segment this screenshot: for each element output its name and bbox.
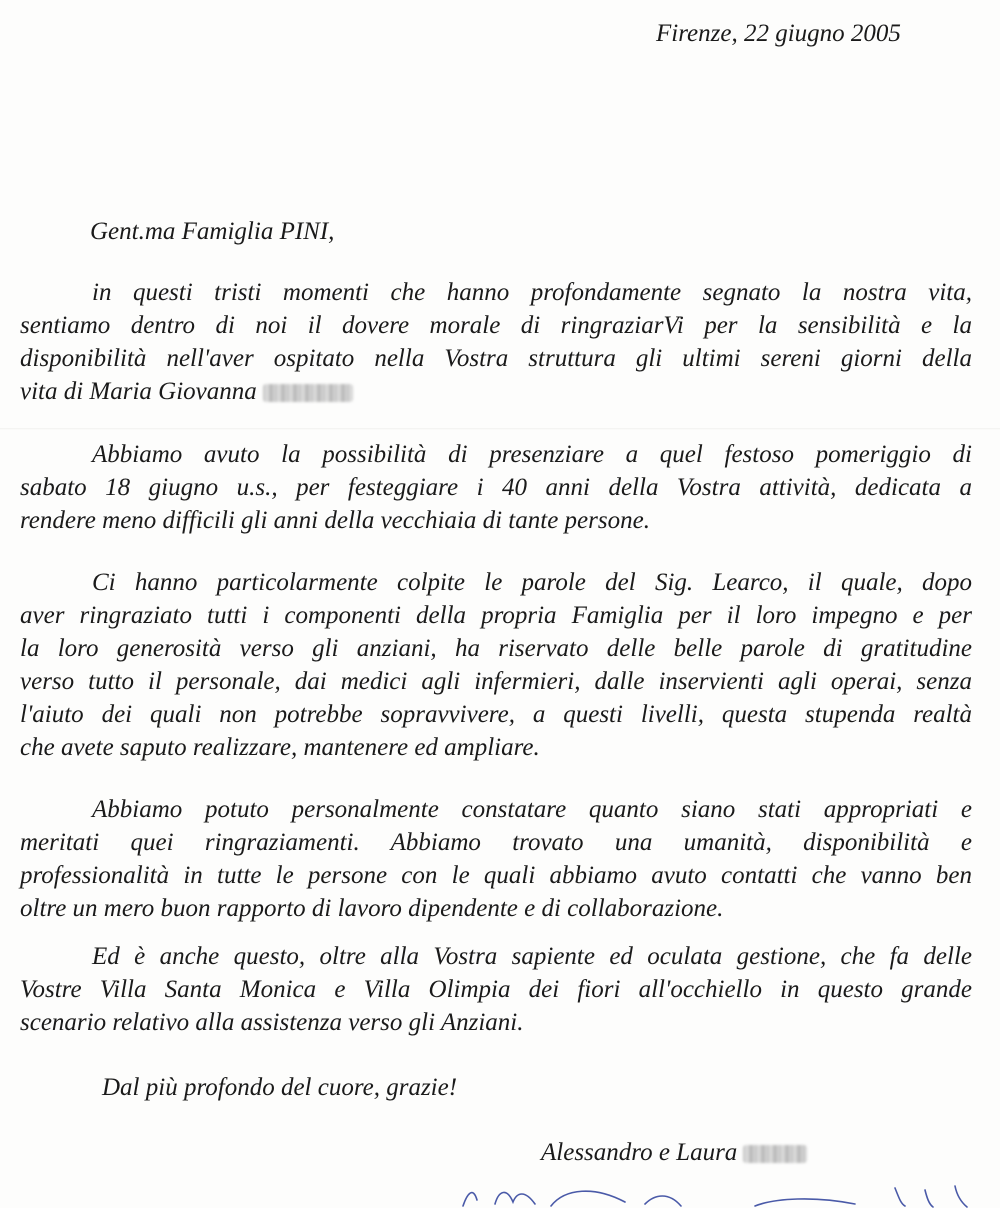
paragraph-5	[20, 940, 972, 1039]
paragraph-line: l'aiuto dei quali non potrebbe sopravvivere, a questi livelli, questa stupenda realtà	[20, 701, 972, 728]
paragraph-line: rendere meno difficili gli anni della vecchiaia di tante persone.	[20, 507, 650, 534]
redacted-surname	[743, 1145, 807, 1163]
paragraph-line: in questi tristi momenti che hanno profondamente segnato la nostra vita,	[92, 279, 972, 306]
paragraph-3	[20, 566, 972, 764]
paragraph-2	[20, 438, 972, 537]
signature-line	[541, 1139, 807, 1167]
redacted-surname	[263, 384, 353, 402]
paragraph-line: scenario relativo alla assistenza verso gli Anziani.	[20, 1009, 524, 1036]
paragraph-line: meritati quei ringraziamenti. Abbiamo trovato una umanità, disponibilità e	[20, 829, 972, 856]
letter-closing: Dal più profondo del cuore, grazie!	[102, 1074, 458, 1101]
paragraph-line: Ed è anche questo, oltre alla Vostra sapiente ed oculata gestione, che fa delle	[92, 943, 972, 970]
handwritten-signature	[455, 1180, 1000, 1208]
paragraph-line: Abbiamo avuto la possibilità di presenziare a quel festoso pomeriggio di	[92, 441, 972, 468]
paragraph-line-text: vita di Maria Giovanna	[20, 378, 257, 405]
paragraph-line: Vostre Villa Santa Monica e Villa Olimpia dei fiori all'occhiello in questo grande	[20, 976, 972, 1003]
paragraph-line: sabato 18 giugno u.s., per festeggiare i 40 anni della Vostra attività, dedicata a	[20, 474, 972, 501]
paragraph-line: professionalità in tutte le persone con le quali abbiamo avuto contatti che vanno ben	[20, 862, 972, 889]
paragraph-1	[20, 276, 972, 408]
paper-fold-line	[0, 428, 1000, 430]
signature-names: Alessandro e Laura	[541, 1139, 738, 1166]
paragraph-line: la loro generosità verso gli anziani, ha riservato delle belle parole di gratitudine	[20, 635, 972, 662]
paragraph-4	[20, 793, 972, 925]
paragraph-line: verso tutto il personale, dai medici agli infermieri, dalle inservienti agli operai, senza	[20, 668, 972, 695]
paragraph-line: aver ringraziato tutti i componenti della propria Famiglia per il loro impegno e per	[20, 602, 972, 629]
paragraph-line: Abbiamo potuto personalmente constatare quanto siano stati appropriati e	[92, 796, 972, 823]
paragraph-line: Ci hanno particolarmente colpite le parole del Sig. Learco, il quale, dopo	[92, 569, 972, 596]
paragraph-line: che avete saputo realizzare, mantenere ed ampliare.	[20, 734, 540, 761]
paragraph-line: disponibilità nell'aver ospitato nella Vostra struttura gli ultimi sereni giorni della	[20, 345, 972, 372]
paragraph-line	[20, 375, 972, 408]
paragraph-line: sentiamo dentro di noi il dovere morale di ringraziarVi per la sensibilità e la	[20, 312, 972, 339]
letter-date: Firenze, 22 giugno 2005	[656, 20, 901, 47]
paragraph-line: oltre un mero buon rapporto di lavoro dipendente e di collaborazione.	[20, 895, 724, 922]
letter-salutation: Gent.ma Famiglia PINI,	[90, 218, 335, 245]
